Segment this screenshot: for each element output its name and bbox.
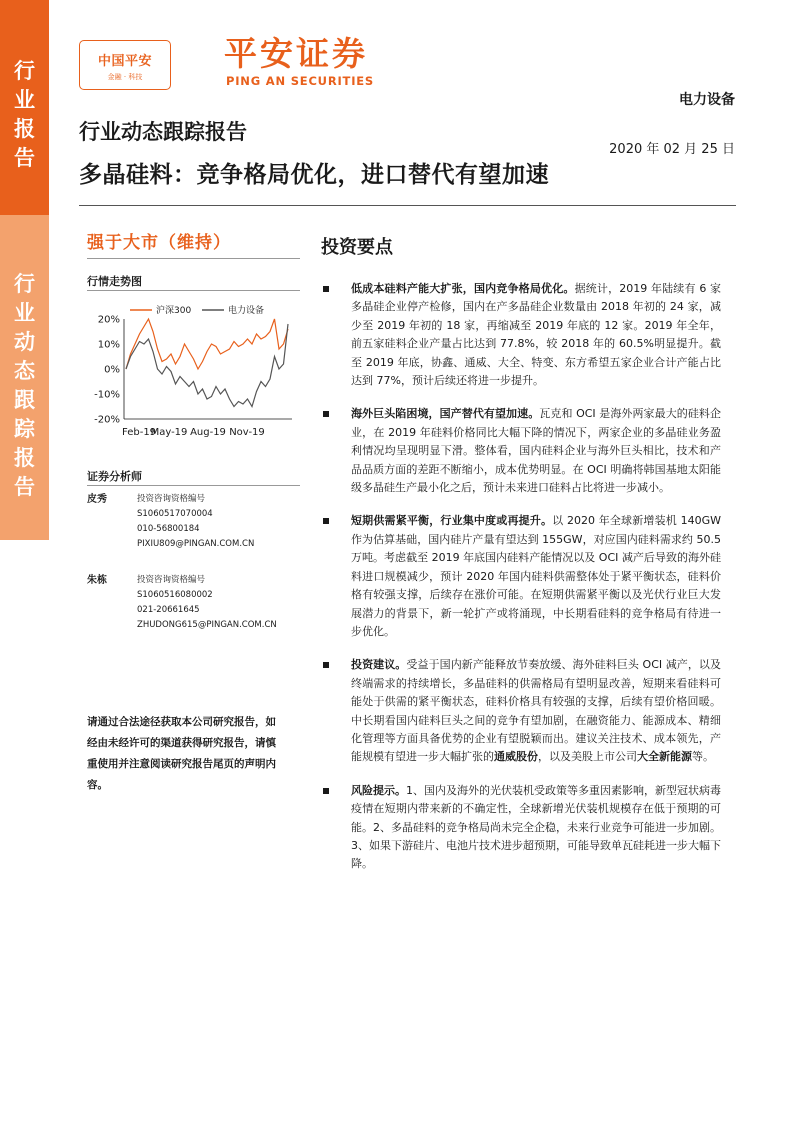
square-bullet-icon	[323, 286, 329, 292]
side-tab-bottom-label: 行业动态跟踪报告	[14, 272, 35, 499]
highlight-item	[321, 512, 721, 641]
title-divider	[79, 205, 736, 206]
highlight-item	[321, 280, 721, 390]
square-bullet-icon	[323, 788, 329, 794]
chart-series	[126, 319, 288, 407]
recommended-stock: 大全新能源	[637, 750, 692, 764]
highlight-text: ，以及美股上市公司	[538, 750, 637, 764]
square-bullet-icon	[323, 662, 329, 668]
x-tick-label: May-19	[150, 427, 188, 438]
rating-divider	[87, 258, 300, 259]
disclaimer: 请通过合法途径获取本公司研究报告，如经由未经许可的渠道获得研究报告，请慎重使用并注意阅读研究报告尾页的声明内容。	[87, 716, 276, 791]
industry-label: 电力设备	[679, 92, 735, 108]
x-tick-label: Aug-19	[190, 427, 226, 438]
y-tick-label: -20%	[94, 414, 120, 426]
analyst-divider	[87, 485, 300, 486]
report-type: 行业动态跟踪报告	[79, 120, 247, 144]
highlight-lead: 投资建议。	[351, 658, 407, 672]
highlight-lead: 风险提示。	[351, 783, 406, 797]
group-logo-subtitle: 金融 · 科技	[107, 73, 143, 81]
investment-highlights	[321, 280, 721, 874]
highlight-text: 等。	[692, 750, 714, 764]
highlight-item	[321, 405, 721, 497]
y-tick-label: 10%	[97, 339, 120, 351]
analyst-cert-label: 投资咨询资格编号	[137, 494, 206, 504]
analyst-email[interactable]: PIXIU809@PINGAN.COM.CN	[137, 539, 255, 549]
price-trend-chart	[84, 295, 302, 443]
y-tick-label: 20%	[97, 314, 120, 326]
highlight-lead: 短期供需紧平衡，行业集中度或再提升。	[351, 514, 553, 528]
chart-title-divider	[87, 290, 300, 291]
analyst-name: 皮秀	[87, 494, 107, 505]
highlight-item	[321, 656, 721, 766]
legend-label-csi300: 沪深300	[156, 306, 192, 316]
ping-an-securities-logo-en: PING AN SECURITIES	[226, 74, 375, 88]
report-date: 2020 年 02 月 25 日	[609, 142, 735, 157]
highlight-text: 1、国内及海外的光伏装机受政策等多重因素影响，新型冠状病毒疫情在短期内带来新的不确定性，全球新增光伏装机规模存在低于预期的可能。2、多晶硅料的竞争格局尚未完全企稳，未来行业竞争可能进一步加剧。3、如果下游硅片、电池片技术进步超预期，可能导致单瓦硅耗进一步大幅下降。	[351, 783, 721, 871]
analyst-phone: 021-20661645	[137, 605, 200, 615]
analyst-name: 朱栋	[87, 575, 107, 586]
side-tab-top-label: 行业报告	[14, 59, 35, 170]
x-tick-label: Feb-19	[122, 427, 157, 438]
series-line-power-equipment	[126, 324, 288, 407]
analyst-phone: 010-56800184	[137, 524, 200, 534]
ping-an-group-logo	[79, 40, 171, 90]
x-axis	[122, 427, 265, 438]
highlight-item	[321, 782, 721, 874]
highlight-text: 据统计，2019 年陆续有 6 家多晶硅企业停产检修，国内在产多晶硅企业数量由 2018 年初的 24 家，减少至 2019 年初的 18 家，再缩减至 2019 年底的 12 家。2019 年全年，前五家硅料企业产量占比达到 77.8%，较 2018 年的 60.5%明显提升。截至 2019 年底，协鑫、通威、大全、特变、东方希望五家企业合计产能占比达到 77%，预计后续还将进一步提升。	[351, 282, 722, 388]
square-bullet-icon	[323, 411, 329, 417]
y-axis	[94, 315, 120, 426]
highlight-lead: 海外巨头陷困境，国产替代有望加速。	[351, 407, 540, 421]
ping-an-securities-logo: 平安证券	[224, 34, 368, 73]
y-tick-label: 0%	[104, 364, 120, 376]
highlight-text: 以 2020 年全球新增装机 140GW 作为估算基础，国内硅片产量有望达到 155GW，对应国内硅料需求约 50.5 万吨。考虑截至 2019 年底国内硅料产能情况以及 OCI 减产后导致的海外硅料进口规模减少，预计 2020 年国内硅料供需整体处于紧平衡状态，硅料价格有较强支撑，后续存在涨价可能。在短期供需紧平衡以及光伏行业巨大发展潜力的背景下，新一轮扩产或将涌现，中长期看硅料的竞争格局有待进一步优化。	[351, 514, 721, 638]
x-tick-label: Nov-19	[229, 427, 265, 438]
analyst-cert-number: S1060517070004	[137, 509, 213, 519]
report-title: 多晶硅料：竞争格局优化，进口替代有望加速	[79, 162, 549, 188]
analyst-email[interactable]: ZHUDONG615@PINGAN.COM.CN	[137, 620, 277, 630]
analyst-section-title: 证券分析师	[87, 470, 142, 483]
legend-label-power: 电力设备	[228, 306, 265, 316]
rating: 强于大市（维持）	[87, 233, 231, 253]
chart-legend	[130, 304, 264, 316]
investment-highlights-title: 投资要点	[321, 237, 393, 258]
highlight-text: 瓦克和 OCI 是海外两家最大的硅料企业，在 2019 年硅料价格同比大幅下降的情况下，两家企业的多晶硅业务盈利情况均呈现明显下滑。整体看，国内硅料企业与海外巨头相比，技术和产品品质方面的差距不断缩小，成本优势明显。在 OCI 明确将韩国基地太阳能级多晶硅生产最小化之后，预计未来进口硅料占比将进一步减小。	[351, 407, 722, 495]
recommended-stock: 通威股份	[494, 750, 538, 764]
group-logo-title: 中国平安	[97, 54, 152, 69]
highlight-lead: 低成本硅料产能大扩张，国内竞争格局优化。	[351, 282, 575, 295]
y-tick-label: -10%	[94, 389, 120, 401]
highlight-text: 受益于国内新产能释放节奏放缓、海外硅料巨头 OCI 减产，以及终端需求的持续增长，多晶硅料的供需格局有望明显改善，短期来看硅料可能处于供需的紧平衡状态，硅料价格具有较强的支撑，后续有望价格回暖。中长期看国内硅料巨头之间的竞争有望加剧，在融资能力、能源成本、精细化管理等方面具备优势的企业有望脱颖而出。建议关注技术、成本领先，产能规模有望进一步大幅扩张的	[351, 658, 722, 764]
square-bullet-icon	[323, 518, 329, 524]
analyst-cert-number: S1060516080002	[137, 590, 213, 600]
chart-title: 行情走势图	[87, 275, 142, 288]
analyst-cert-label: 投资咨询资格编号	[137, 575, 206, 585]
